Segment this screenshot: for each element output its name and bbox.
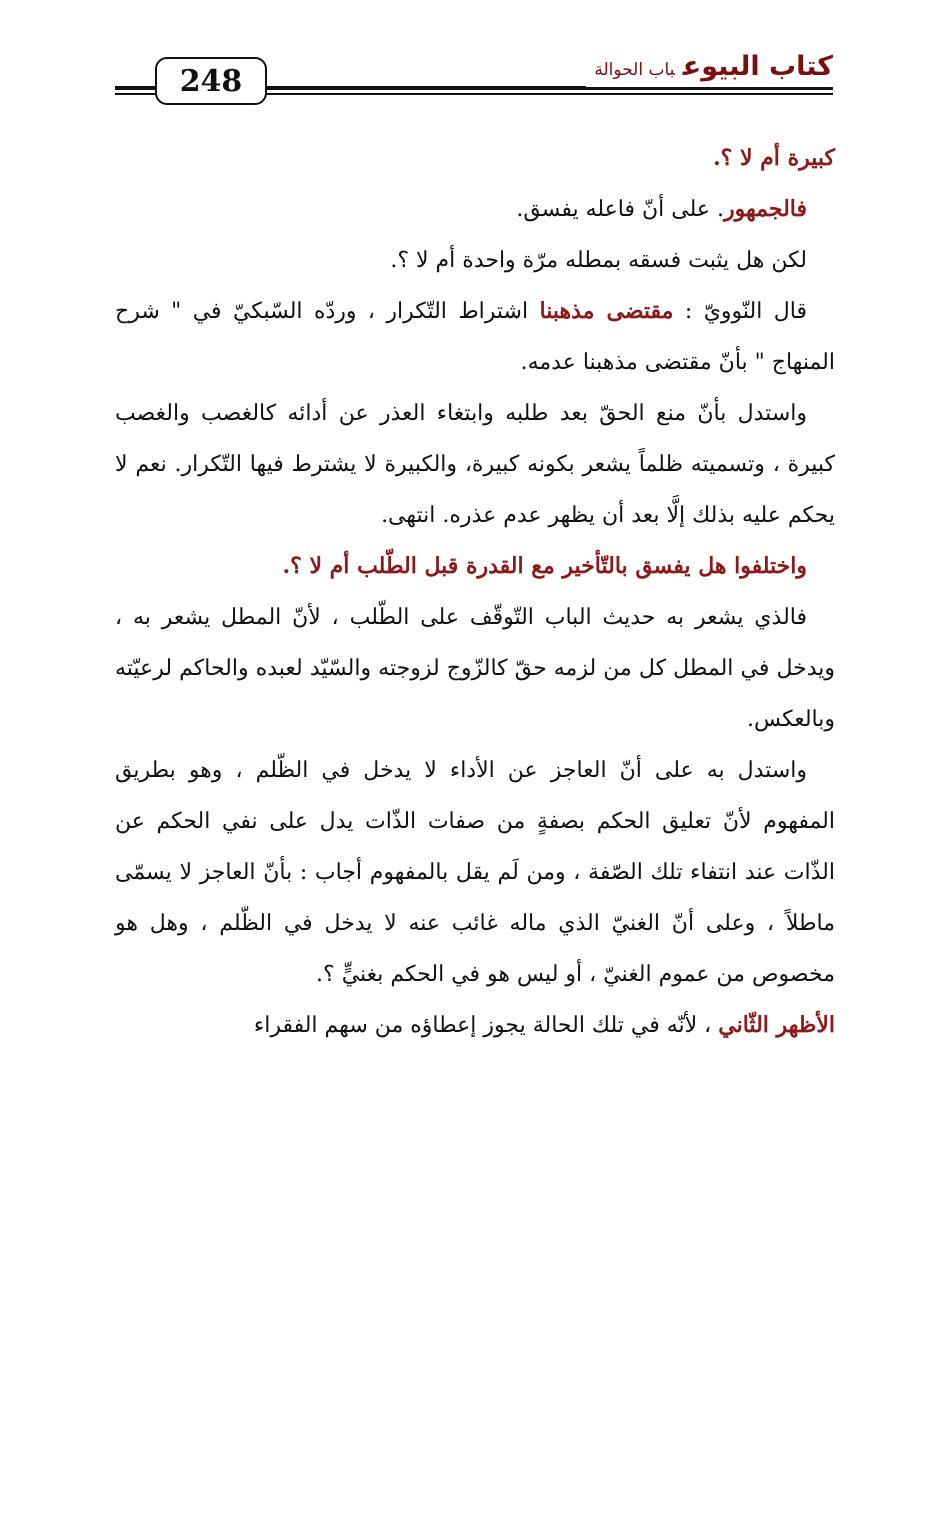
keyword-azhar: الأظهر الثّاني: [718, 1012, 835, 1038]
paragraph-7: فالذي يشعر به حديث الباب التّوقّف على الطّلب ، لأنّ المطل يشعر به ، ويدخل في المطل كل من لزمه حقّ كالزّوج لزوجته والسّيّد لعبده والحاكم لرعيّته وبالعكس.: [115, 605, 835, 732]
keyword-jumhur: فالجمهور: [724, 196, 807, 222]
paragraph-5: واستدل بأنّ منع الحقّ بعد طلبه وابتغاء العذر عن أدائه كالغصب والغصب كبيرة ، وتسميته ظلماً يشعر بكونه كبيرة، والكبيرة لا يشترط فيها التّكرار. نعم لا يحكم عليه بذلك إلَّا بعد أن يظهر عدم عذره. انتهى.: [115, 401, 835, 528]
page-number: 248: [155, 57, 267, 105]
continuation-heading: كبيرة أم لا ؟.: [712, 145, 835, 171]
paragraph-1: [115, 133, 835, 184]
paragraph-4-text: اشتراط التّكرار ، وردّه السّبكيّ في " شرح المنهاج " بأنّ مقتضى مذهبنا عدمه.: [115, 299, 835, 375]
keyword-muqtada: مقتضى مذهبنا: [539, 298, 674, 324]
book-title: كتاب البيوع: [682, 51, 833, 82]
paragraph-2-text: . على أنّ فاعله يفسق.: [516, 197, 725, 222]
chapter-title: باب الحوالة: [594, 60, 675, 80]
running-head: [586, 50, 833, 87]
paragraph-4-lead: قال النّوويّ :: [673, 299, 807, 324]
paragraph-3: لكن هل يثبت فسقه بمطله مرّة واحدة أم لا ؟.: [390, 248, 807, 273]
paragraph-4: [115, 286, 835, 388]
paragraph-2: [115, 184, 835, 235]
paragraph-8: واستدل به على أنّ العاجز عن الأداء لا يدخل في الظّلم ، وهو بطريق المفهوم لأنّ تعليق الحكم بصفةٍ من صفات الذّات يدل على نفي الحكم عن الذّات عند انتفاء تلك الصّفة ، ومن لَم يقل بالمفهوم أجاب : بأنّ العاجز لا يسمّى ماطلاً ، وعلى أنّ الغنيّ الذي ماله غائب عنه لا يدخل في الظّلم ، وهل هو مخصوص من عموم الغنيّ ، أو ليس هو في الحكم بغنيٍّ ؟.: [115, 758, 835, 987]
paragraph-9: [115, 1000, 835, 1051]
paragraph-9-text: ، لأنّه في تلك الحالة يجوز إعطاؤه من سهم الفقراء: [253, 1013, 719, 1038]
section-heading: واختلفوا هل يفسق بالتّأخير مع القدرة قبل الطّلب أم لا ؟.: [282, 553, 807, 579]
page-body: [115, 133, 835, 1051]
page-header: [115, 52, 833, 108]
